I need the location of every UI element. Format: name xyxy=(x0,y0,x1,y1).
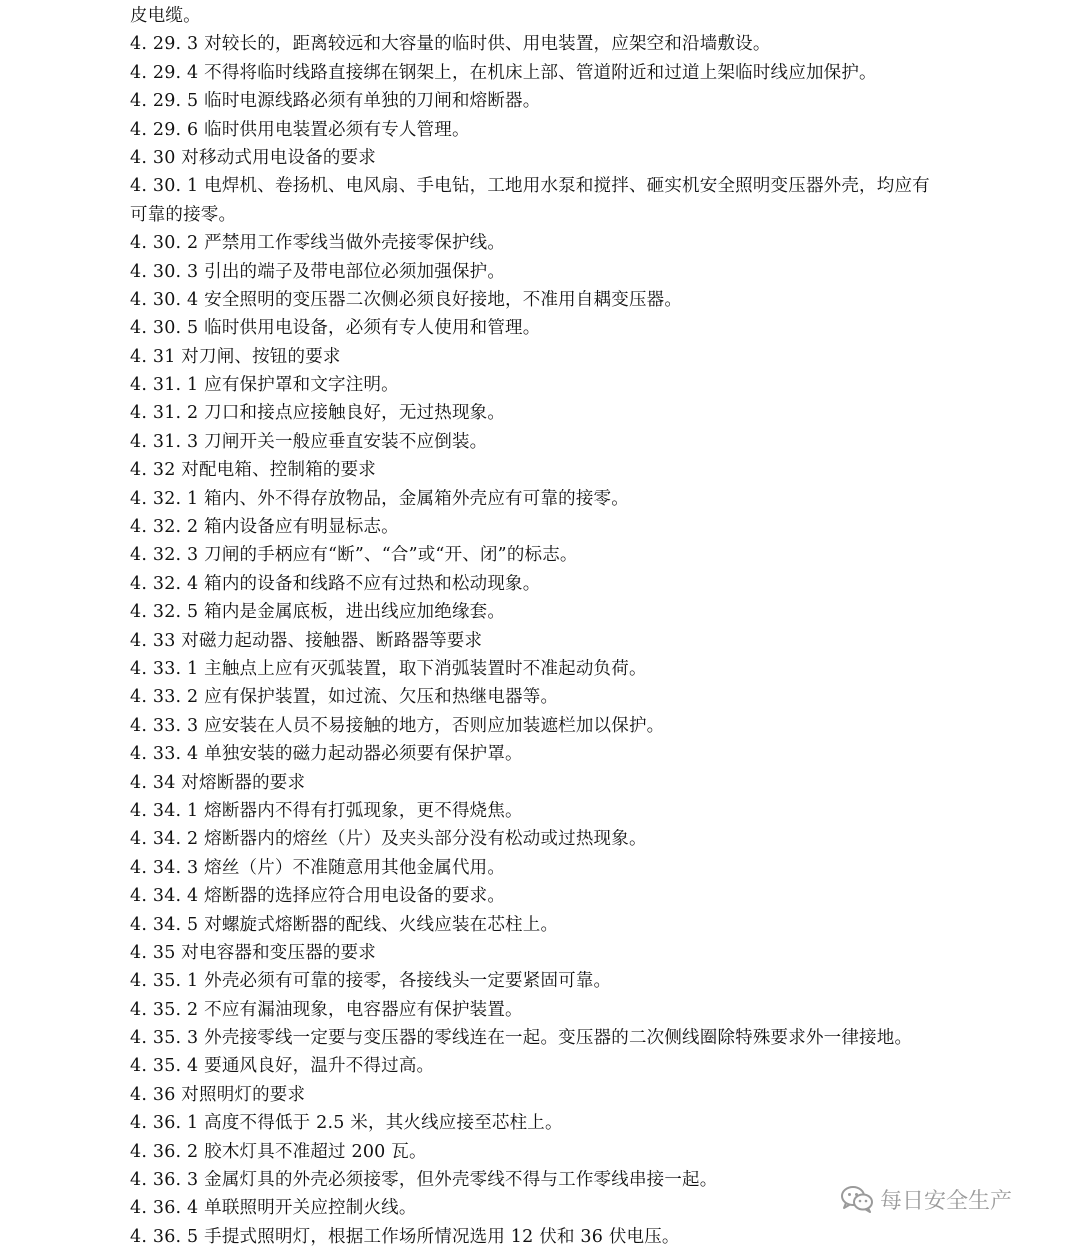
document-line: 4. 35. 4 要通风良好，温升不得过高。 xyxy=(130,1056,435,1077)
document-line: 4. 36. 1 高度不得低于 2.5 米，其火线应接至芯柱上。 xyxy=(130,1113,563,1134)
document-line: 4. 30. 5 临时供用电设备，必须有专人使用和管理。 xyxy=(130,318,541,339)
document-line: 4. 36 对照明灯的要求 xyxy=(130,1084,306,1105)
document-line: 4. 29. 5 临时电源线路必须有单独的刀闸和熔断器。 xyxy=(130,91,541,112)
document-line: 4. 36. 2 胶木灯具不准超过 200 瓦。 xyxy=(130,1141,427,1162)
document-line: 4. 32. 3 刀闸的手柄应有“断”、“合”或“开、闭”的标志。 xyxy=(130,545,578,566)
watermark xyxy=(840,1183,1012,1215)
document-line: 4. 35. 3 外壳接零线一定要与变压器的零线连在一起。变压器的二次侧线圈除特殊要求外一律接地。 xyxy=(130,1028,913,1049)
document-line: 4. 36. 3 金属灯具的外壳必须接零，但外壳零线不得与工作零线串接一起。 xyxy=(130,1170,718,1191)
document-line: 4. 34. 1 熔断器内不得有打弧现象，更不得烧焦。 xyxy=(130,800,523,821)
document-line: 4. 33. 3 应安装在人员不易接触的地方，否则应加装遮栏加以保护。 xyxy=(130,715,665,736)
wechat-icon xyxy=(840,1185,874,1213)
document-line: 4. 29. 3 对较长的，距离较远和大容量的临时供、用电装置，应架空和沿墙敷设。 xyxy=(130,34,771,55)
document-line: 4. 29. 4 不得将临时线路直接绑在钢架上，在机床上部、管道附近和过道上架临时线应加保护。 xyxy=(130,62,877,83)
document-line: 4. 35. 1 外壳必须有可靠的接零，各接线头一定要紧固可靠。 xyxy=(130,971,612,992)
document-line: 4. 33. 1 主触点上应有灭弧装置，取下消弧装置时不准起动负荷。 xyxy=(130,658,647,679)
document-line: 可靠的接零。 xyxy=(130,204,237,225)
document-line: 4. 31. 2 刀口和接点应接触良好，无过热现象。 xyxy=(130,403,506,424)
document-line: 4. 35 对电容器和变压器的要求 xyxy=(130,942,376,963)
document-line: 4. 32 对配电箱、控制箱的要求 xyxy=(130,460,376,481)
document-line: 4. 33 对磁力起动器、接触器、断路器等要求 xyxy=(130,630,483,651)
document-line: 4. 31. 3 刀闸开关一般应垂直安装不应倒装。 xyxy=(130,431,488,452)
document-line: 4. 32. 5 箱内是金属底板，进出线应加绝缘套。 xyxy=(130,602,506,623)
document-line: 4. 30 对移动式用电设备的要求 xyxy=(130,147,376,168)
document-line: 4. 30. 1 电焊机、卷扬机、电风扇、手电钻，工地用水泵和搅拌、砸实机安全照明变压器外壳，均应有 xyxy=(130,176,930,197)
document-line: 4. 30. 4 安全照明的变压器二次侧必须良好接地，不准用自耦变压器。 xyxy=(130,289,683,310)
document-line: 4. 33. 2 应有保护装置，如过流、欠压和热继电器等。 xyxy=(130,687,559,708)
document-line: 4. 36. 4 单联照明开关应控制火线。 xyxy=(130,1198,417,1219)
document-line: 4. 32. 1 箱内、外不得存放物品，金属箱外壳应有可靠的接零。 xyxy=(130,488,629,509)
document-line: 4. 29. 6 临时供用电装置必须有专人管理。 xyxy=(130,119,470,140)
document-line: 4. 34 对熔断器的要求 xyxy=(130,772,306,793)
document-line: 4. 36. 5 手提式照明灯，根据工作场所情况选用 12 伏和 36 伏电压。 xyxy=(130,1226,680,1247)
document-line: 4. 34. 3 熔丝（片）不准随意用其他金属代用。 xyxy=(130,857,506,878)
document-line: 4. 32. 4 箱内的设备和线路不应有过热和松动现象。 xyxy=(130,573,541,594)
document-body xyxy=(130,2,1030,1251)
document-line: 皮电缆。 xyxy=(130,6,201,26)
document-line: 4. 31. 1 应有保护罩和文字注明。 xyxy=(130,375,399,396)
document-line: 4. 34. 5 对螺旋式熔断器的配线、火线应装在芯柱上。 xyxy=(130,914,559,935)
document-line: 4. 35. 2 不应有漏油现象，电容器应有保护装置。 xyxy=(130,999,523,1020)
watermark-label: 每日安全生产 xyxy=(880,1188,1013,1214)
document-line: 4. 33. 4 单独安装的磁力起动器必须要有保护罩。 xyxy=(130,744,523,765)
document-line: 4. 34. 2 熔断器内的熔丝（片）及夹头部分没有松动或过热现象。 xyxy=(130,829,647,850)
document-line: 4. 34. 4 熔断器的选择应符合用电设备的要求。 xyxy=(130,886,506,907)
document-line: 4. 31 对刀闸、按钮的要求 xyxy=(130,346,341,367)
document-line: 4. 30. 2 严禁用工作零线当做外壳接零保护线。 xyxy=(130,233,506,254)
document-line: 4. 30. 3 引出的端子及带电部位必须加强保护。 xyxy=(130,261,506,282)
document-line: 4. 32. 2 箱内设备应有明显标志。 xyxy=(130,517,399,538)
